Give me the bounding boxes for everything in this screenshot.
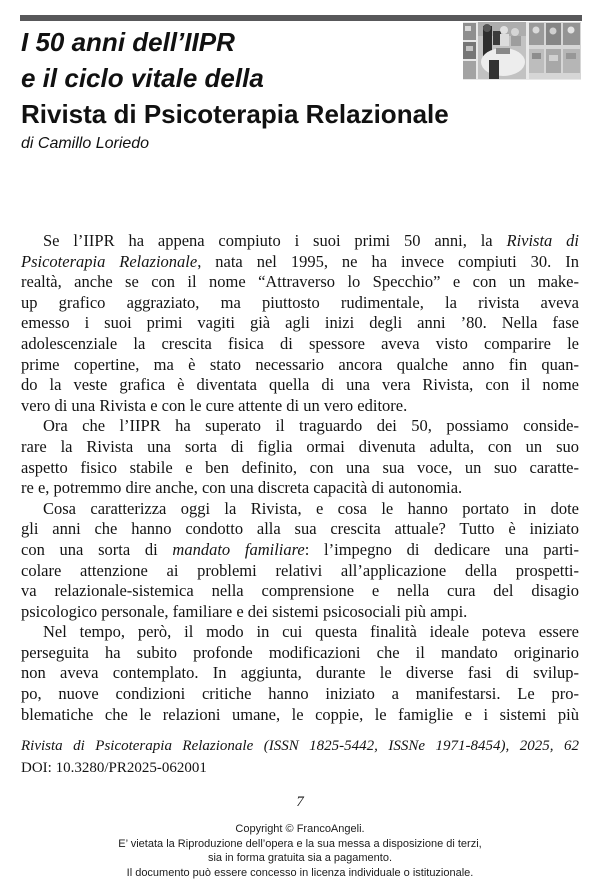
body-text-line: up grafico aggraziato, ma piuttosto rudimentale, la rivista aveva <box>21 292 579 312</box>
article-title-line-2: e il ciclo vitale della <box>21 63 264 93</box>
copyright-line: Copyright © FrancoAngeli. <box>235 823 365 835</box>
header-photo <box>463 22 581 80</box>
body-text-line: Cosa caratterizza oggi la Rivista, e cosa le hanno portato in dote <box>43 498 579 518</box>
body-text-line: Ora che l’IIPR ha superato il traguardo dei 50, possiamo conside- <box>43 416 579 436</box>
body-text-line: rare la Rivista una sorta di figlia ormai divenuta adulta, con un suo <box>21 436 579 456</box>
body-text-line: prime copertine, ma è stato necessario ancora qualche anno fin quan- <box>21 354 579 374</box>
journal-citation <box>21 736 579 779</box>
body-text-line: po, nuove condizioni critiche hanno iniziato a manifestarsi. Le pro- <box>21 684 579 704</box>
header-rule <box>20 15 582 21</box>
copyright-line: sia in forma gratuita sia a pagamento. <box>207 852 393 864</box>
body-text-line: non aveva contemplato. In aggiunta, durante le diverse fasi di svilup- <box>21 663 579 683</box>
body-text-line: aspetto fisico stabile e ben definito, con una sua voce, un suo caratte- <box>21 457 579 477</box>
citation-doi-line: DOI: 10.3280/PR2025-062001 <box>21 759 207 776</box>
body-text-line: va relazionale-sistemica nella comprensione e nella cura del disagio <box>21 581 579 601</box>
body-text-line: colare attenzione ai problemi relativi all’applicazione della prospetti- <box>21 560 579 580</box>
copyright-line: E’ vietata la Riproduzione dell’opera e la sua messa a disposizione di terzi, <box>118 837 482 850</box>
article-author: di Camillo Loriedo <box>21 135 150 152</box>
article-header <box>21 24 461 153</box>
citation-issn-line: Rivista di Psicoterapia Relazionale (ISSN 1825-5442, ISSNe 1971-8454), 2025, 62 <box>21 738 579 754</box>
body-text-line: do la veste grafica è diventata quella di una vera Rivista, con il nome <box>21 375 579 395</box>
body-text-line: adolescenziale la crescita fisica di spessore aveva visto comparire le <box>21 333 579 353</box>
body-text-line: re e, potremmo dire anche, con una discreta capacità di autonomia. <box>21 478 463 498</box>
article-body <box>21 231 579 725</box>
body-text-line: blematiche che le relazioni umane, le coppie, le famiglie e i sistemi più <box>21 704 579 724</box>
body-text-line: gli anni che hanno condotto alla sua crescita attuale? Tutto è iniziato <box>21 519 579 539</box>
page-number: 7 <box>296 794 304 810</box>
body-text-line: perseguita ha subito profonde modificazioni che il mandato originario <box>21 642 579 662</box>
body-text-line: con una sorta di mandato familiare: l’impegno di dedicare una parti- <box>21 539 579 559</box>
body-text-line: realtà, anche se con il nome “Attraverso lo Specchio” e con un make- <box>21 272 579 292</box>
photo-collage-icon <box>463 22 581 80</box>
body-text-line: vero di una Rivista e con le cure attente di un vero editore. <box>21 395 408 415</box>
body-text-line: emesso i suoi primi vagiti già agli inizi degli anni ’80. Nella fase <box>21 313 579 333</box>
article-title-line-3: Rivista di Psicoterapia Relazionale <box>21 99 449 129</box>
body-text-line: psicologico personale, familiare e dei sistemi psicosociali più ampi. <box>21 601 468 621</box>
copyright-line: Il documento può essere concesso in licenza individuale o istituzionale. <box>126 866 474 879</box>
article-title-line-1: I 50 anni dell’IIPR <box>21 27 235 57</box>
body-text-line: Se l’IIPR ha appena compiuto i suoi primi 50 anni, la Rivista di <box>43 231 579 250</box>
body-text-line: Nel tempo, però, il modo in cui questa finalità ideale poteva essere <box>43 622 579 642</box>
body-text-line: Psicoterapia Relazionale, nata nel 1995, ne ha invece compiuti 30. In <box>21 251 579 271</box>
copyright-block <box>0 822 600 880</box>
